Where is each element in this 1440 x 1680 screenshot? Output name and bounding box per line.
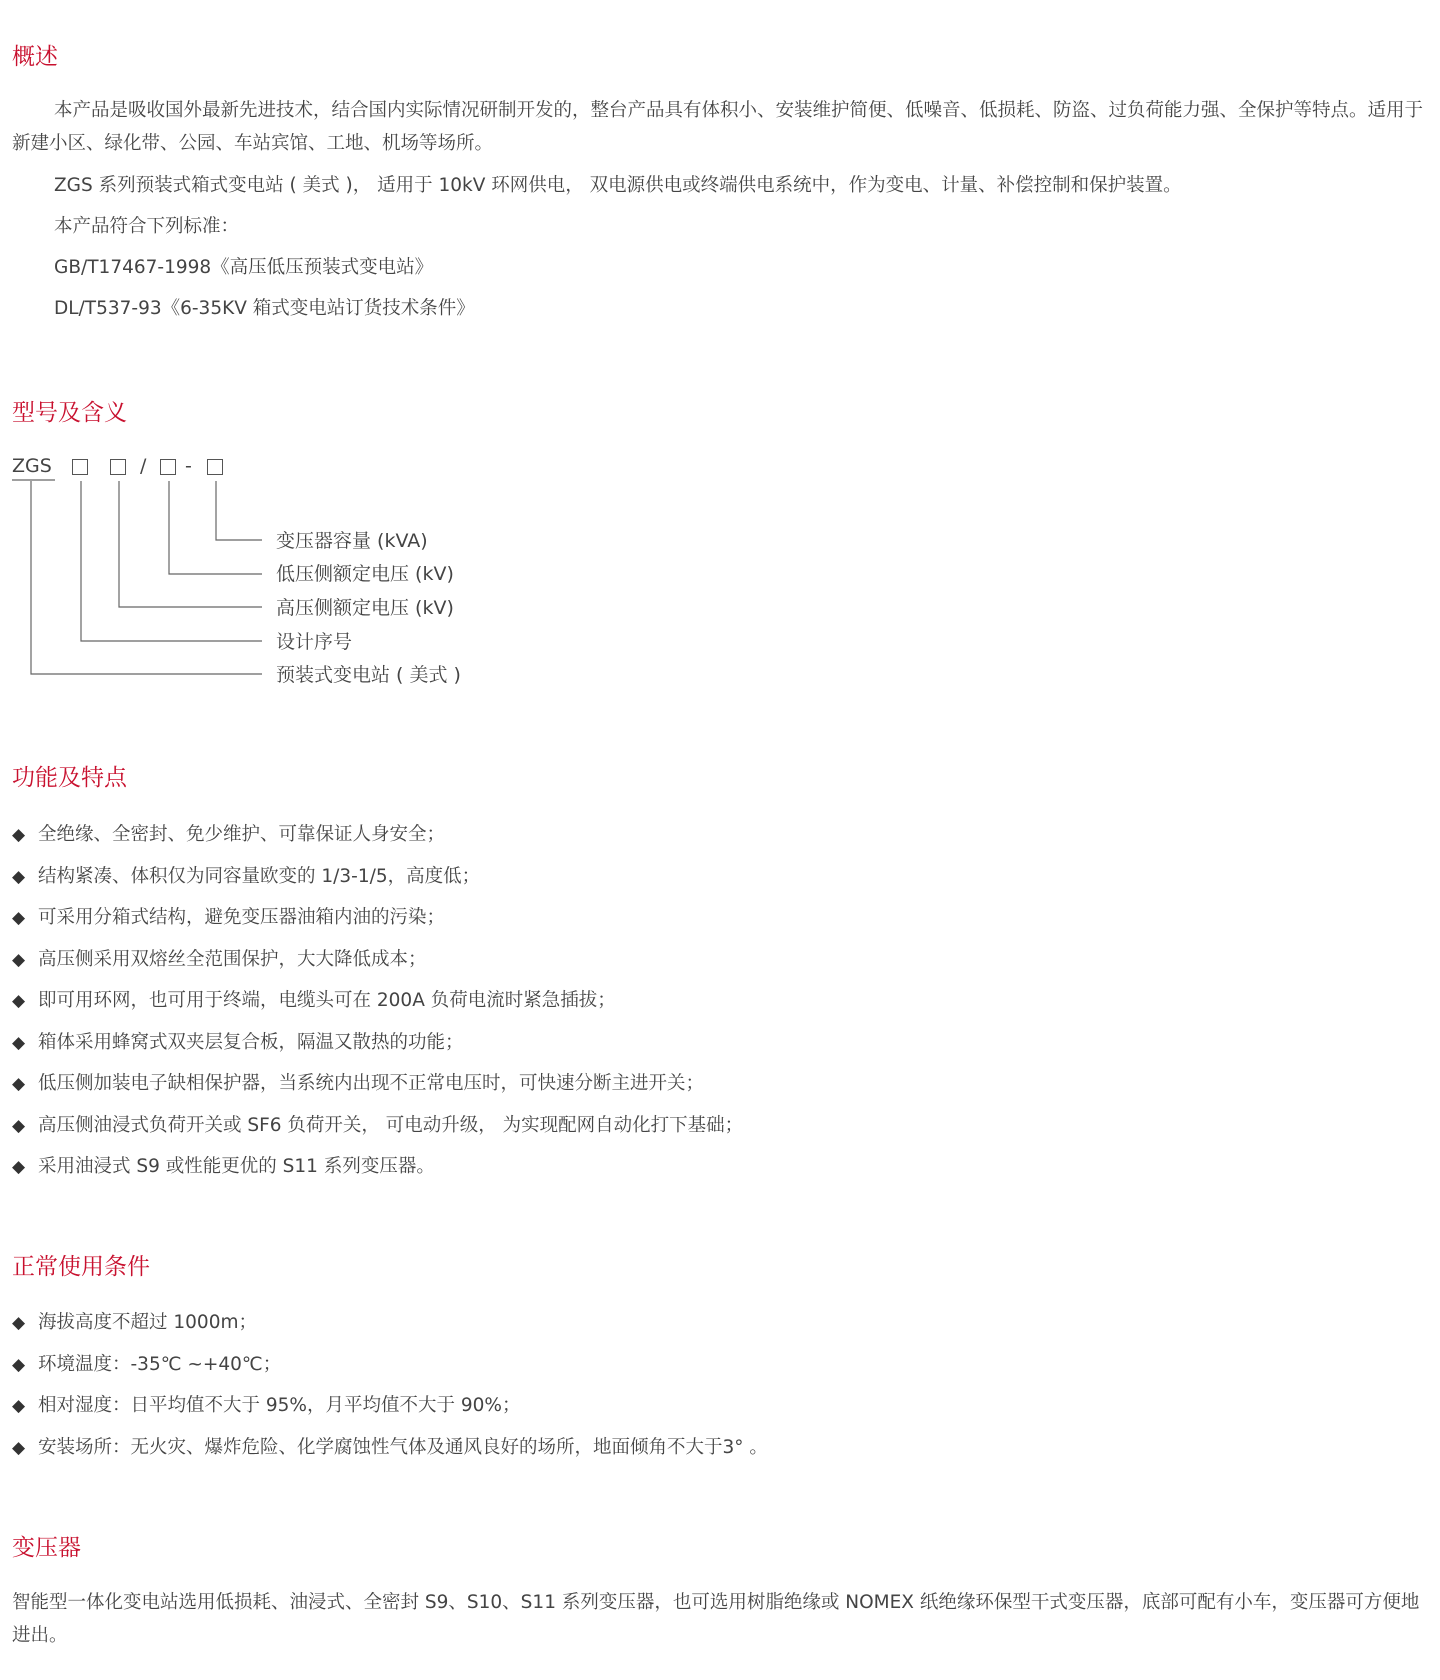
diamond-bullet-icon: ◆ <box>12 991 26 1011</box>
feature-text: 结构紧凑、体积仅为同容量欧变的 1/3-1/5，高度低； <box>38 865 481 887</box>
feature-text: 高压侧油浸式负荷开关或 SF6 负荷开关， 可电动升级， 为实现配网自动化打下基础； <box>38 1114 744 1136</box>
legend-design-number: 设计序号 <box>276 631 353 653</box>
diamond-bullet-icon: ◆ <box>12 908 26 928</box>
diamond-bullet-icon: ◆ <box>12 1313 26 1333</box>
feature-text: 可采用分箱式结构，避免变压器油箱内油的污染； <box>38 907 446 928</box>
feature-text: 箱体采用蜂窝式双夹层复合板，隔温又散热的功能； <box>38 1031 464 1053</box>
condition-text: 环境温度：-35℃ ~+40℃； <box>38 1353 282 1375</box>
overview-line-standard-gb: GB/T17467-1998《高压低压预装式变电站》 <box>54 257 434 278</box>
diamond-bullet-icon: ◆ <box>12 1115 26 1136</box>
condition-text: 相对湿度：日平均值不大于 95%，月平均值不大于 90%； <box>38 1395 521 1416</box>
list-item <box>12 1072 743 1114</box>
feature-text: 采用油浸式 S9 或性能更优的 S11 系列变压器。 <box>38 1156 435 1177</box>
leader-line-hv-voltage <box>119 481 262 607</box>
list-item <box>12 1436 768 1478</box>
list-item <box>12 1394 768 1436</box>
feature-text: 低压侧加装电子缺相保护器，当系统内出现不正常电压时，可快速分断主进开关； <box>38 1073 705 1094</box>
legend-prefabricated-substation: 预装式变电站 ( 美式 ) <box>276 664 461 686</box>
conditions-list <box>12 1311 768 1477</box>
diamond-bullet-icon: ◆ <box>12 866 26 887</box>
section-title-features: 功能及特点 <box>12 765 127 791</box>
list-item <box>12 1031 743 1073</box>
list-item <box>12 1353 768 1395</box>
leader-line-capacity <box>216 481 262 540</box>
list-item <box>12 948 743 990</box>
feature-text: 高压侧采用双熔丝全范围保护，大大降低成本； <box>38 948 427 970</box>
overview-line-series: ZGS 系列预装式箱式变电站 ( 美式 )， 适用于 10kV 环网供电， 双电源供电或终端供电系统中，作为变电、计量、补偿控制和保护装置。 <box>54 175 1182 196</box>
list-item <box>12 1155 743 1197</box>
model-code-prefix: ZGS <box>12 455 52 477</box>
diamond-bullet-icon: ◆ <box>12 949 26 970</box>
features-list <box>12 823 743 1197</box>
overview-paragraph: 本产品是吸收国外最新先进技术，结合国内实际情况研制开发的，整台产品具有体积小、安装维护简便、低噪音、低损耗、防盗、过负荷能力强、全保护等特点。适用于新建小区、绿化带、公园、车站宾馆、工地、机场等场所。 <box>12 100 1424 154</box>
diamond-bullet-icon: ◆ <box>12 1354 26 1375</box>
list-item <box>12 823 743 865</box>
leader-line-design-number <box>81 481 262 641</box>
list-item <box>12 865 743 907</box>
legend-lv-voltage: 低压侧额定电压 (kV) <box>276 563 454 585</box>
section-title-overview: 概述 <box>12 44 58 70</box>
overview-line-standards-intro: 本产品符合下列标准： <box>54 216 240 237</box>
diamond-bullet-icon: ◆ <box>12 1032 26 1053</box>
list-item <box>12 906 743 948</box>
diamond-bullet-icon: ◆ <box>12 825 26 845</box>
diamond-bullet-icon: ◆ <box>12 1157 26 1177</box>
overview-line-standard-dl: DL/T537-93《6-35KV 箱式变电站订货技术条件》 <box>54 298 475 319</box>
condition-text: 海拔高度不超过 1000m； <box>38 1312 257 1333</box>
diamond-bullet-icon: ◆ <box>12 1396 26 1416</box>
feature-text: 即可用环网，也可用于终端，电缆头可在 200A 负荷电流时紧急插拔； <box>38 990 616 1011</box>
transformer-paragraph: 智能型一体化变电站选用低损耗、油浸式、全密封 S9、S10、S11 系列变压器，也可选用树脂绝缘或 NOMEX 纸绝缘环保型干式变压器，底部可配有小车，变压器可方便地进出。 <box>12 1592 1420 1646</box>
list-item <box>12 1114 743 1156</box>
diamond-bullet-icon: ◆ <box>12 1437 26 1458</box>
section-title-conditions: 正常使用条件 <box>12 1254 150 1280</box>
list-item <box>12 1311 768 1353</box>
legend-hv-voltage: 高压侧额定电压 (kV) <box>276 597 454 619</box>
leader-line-prefabricated <box>31 481 262 674</box>
section-title-transformer: 变压器 <box>12 1535 81 1561</box>
list-item <box>12 989 743 1031</box>
legend-capacity: 变压器容量 (kVA) <box>276 530 428 552</box>
condition-text: 安装场所：无火灾、爆炸危险、化学腐蚀性气体及通风良好的场所，地面倾角不大于3° 。 <box>38 1436 768 1458</box>
model-slash: / <box>140 455 147 477</box>
model-dash: - <box>185 455 192 477</box>
feature-text: 全绝缘、全密封、免少维护、可靠保证人身安全； <box>38 824 446 845</box>
diamond-bullet-icon: ◆ <box>12 1074 26 1094</box>
section-title-model: 型号及含义 <box>12 400 127 426</box>
